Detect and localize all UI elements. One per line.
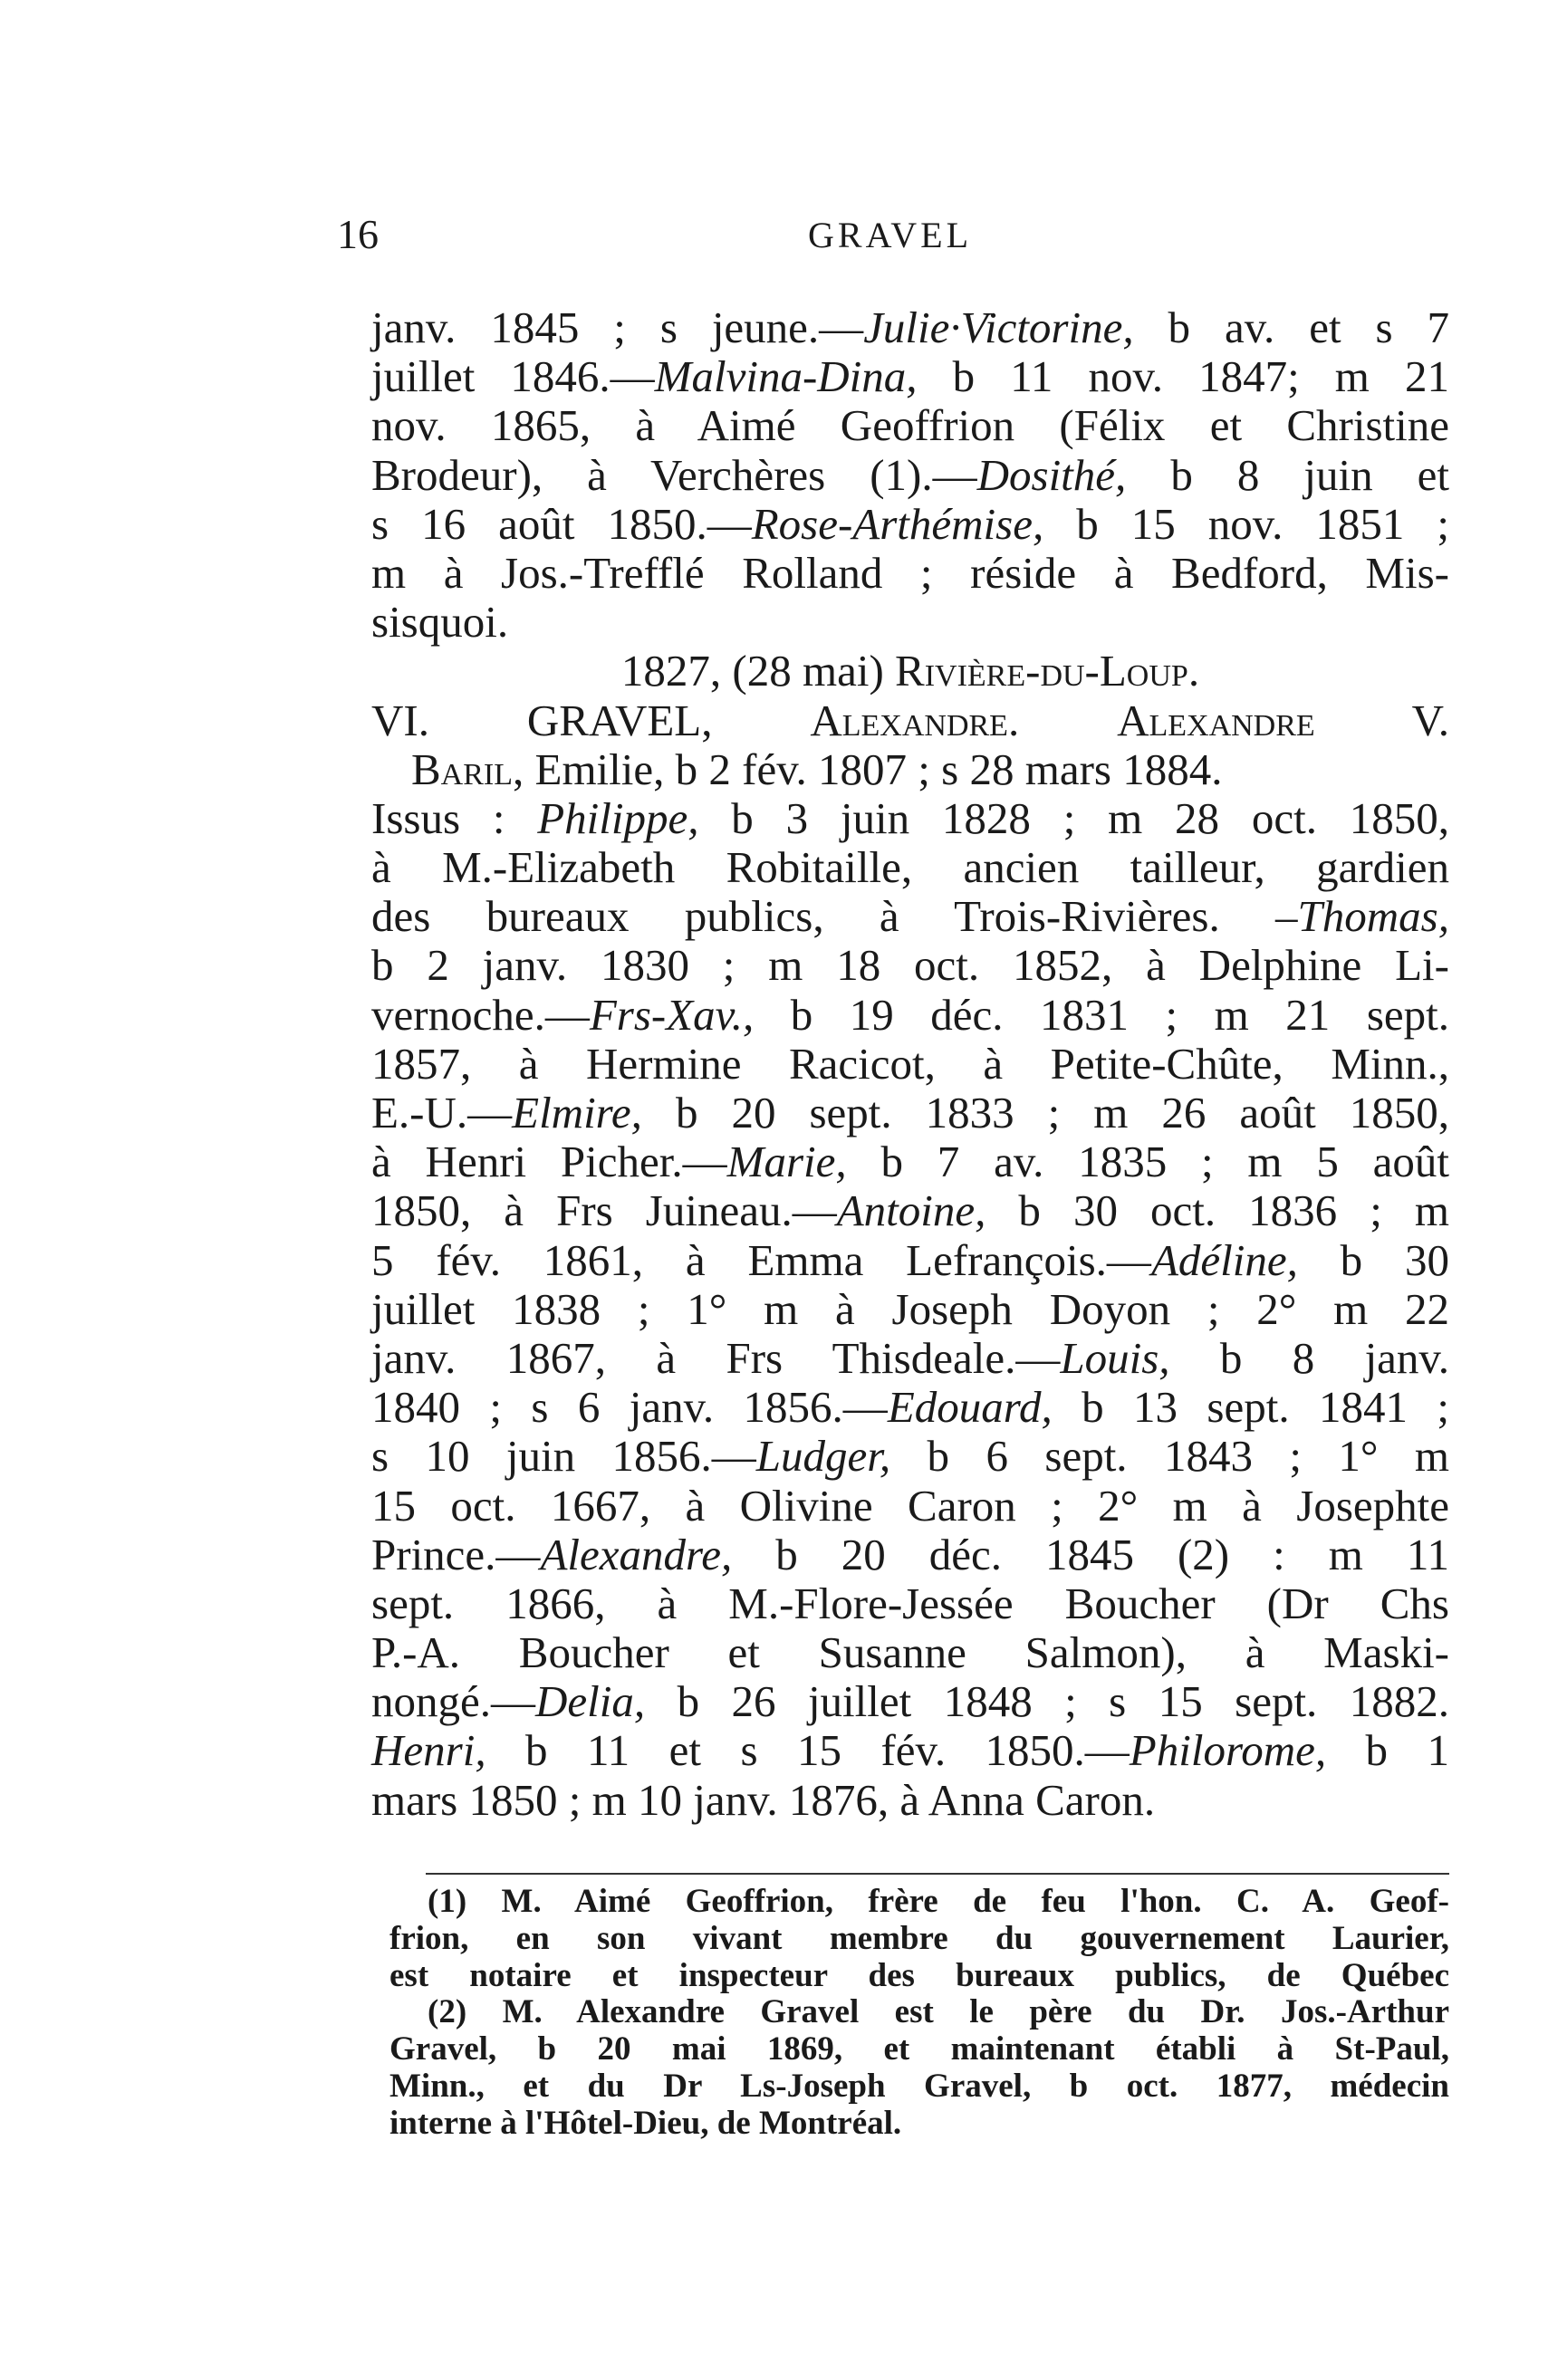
body-text [371,303,1449,1825]
text-line: juillet 1838 ; 1° m à Joseph Doyon ; 2° m 22 [371,1283,1449,1334]
text-line: des bureaux publics, à Trois-Rivières. –Thomas, [371,891,1449,942]
footnote-line: Gravel, b 20 mai 1869, et maintenant établi à St-Paul, [389,2030,1449,2068]
page-header [337,210,1442,264]
text-line: Brodeur), à Verchères (1).—Dosithé, b 8 juin et [371,449,1449,500]
text-line: nov. 1865, à Aimé Geoffrion (Félix et Christine [371,400,1449,451]
text-line: janv. 1845 ; s jeune.—Julie·Victorine, b av. et s 7 [371,302,1449,352]
footnote-line: (1) M. Aimé Geoffrion, frère de feu l'hon. C. A. Geof- [428,1883,1449,1920]
text-line: sisquoi. [371,597,509,648]
text-line: Issus : Philippe, b 3 juin 1828 ; m 28 oct. 1850, [371,792,1449,843]
footnote-line: frion, en son vivant membre du gouvernement Laurier, [389,1919,1449,1957]
text-line: janv. 1867, à Frs Thisdeale.—Louis, b 8 janv. [371,1332,1450,1383]
section-place-date: 1827, (28 mai) Rivière-du-Loup. [620,646,1200,696]
footnote-line: (2) M. Alexandre Gravel est le père du Dr. Jos.-Arthur [428,1993,1449,2031]
text-line: nongé.—Delia, b 26 juillet 1848 ; s 15 sept. 1882. [371,1676,1449,1727]
text-line: E.-U.—Elmire, b 20 sept. 1833 ; m 26 août 1850, [371,1088,1449,1137]
text-line: à Henri Picher.—Marie, b 7 av. 1835 ; m 5 août [371,1137,1449,1187]
text-line: m à Jos.-Trefflé Rolland ; réside à Bedford, Mis- [371,547,1449,598]
text-line: Henri, b 11 et s 15 fév. 1850.—Philorome, b 1 [371,1725,1450,1776]
text-line: 1840 ; s 6 janv. 1856.—Edouard, b 13 sept. 1841 ; [371,1382,1449,1433]
text-line: mars 1850 ; m 10 janv. 1876, à Anna Caron. [371,1774,1156,1825]
text-line: s 10 juin 1856.—Ludger, b 6 sept. 1843 ; 1° m [371,1431,1449,1482]
text-line: Baril, Emilie, b 2 fév. 1807 ; s 28 mars 1884. [411,744,1223,794]
page-number: 16 [337,211,379,257]
text-line: Prince.—Alexandre, b 20 déc. 1845 (2) : m 11 [371,1529,1449,1579]
text-line: à M.-Elizabeth Robitaille, ancien tailleur, gardien [371,842,1449,893]
footnote-line: interne à l'Hôtel-Dieu, de Montréal. [389,2104,902,2142]
text-line: P.-A. Boucher et Susanne Salmon), à Maski- [371,1627,1449,1678]
footnote-line: Minn., et du Dr Ls-Joseph Gravel, b oct. 1877, médecin [389,2067,1449,2105]
text-line: s 16 août 1850.—Rose-Arthémise, b 15 nov. 1851 ; [371,498,1449,549]
running-title: GRAVEL [808,215,973,255]
footnote-divider [426,1873,1449,1875]
text-line: 1850, à Frs Juineau.—Antoine, b 30 oct. 1836 ; m [371,1185,1449,1236]
text-line: 5 fév. 1861, à Emma Lefrançois.—Adéline, b 30 [371,1234,1449,1285]
text-line: 15 oct. 1667, à Olivine Caron ; 2° m à Josephte [371,1480,1449,1531]
footnote-line: est notaire et inspecteur des bureaux publics, de Québec [389,1956,1449,1994]
text-line: sept. 1866, à M.-Flore-Jessée Boucher (Dr Chs [371,1578,1449,1628]
text-line: vernoche.—Frs-Xav., b 19 déc. 1831 ; m 21 sept. [371,989,1449,1040]
text-line: b 2 janv. 1830 ; m 18 oct. 1852, à Delphine Li- [371,940,1449,991]
text-line: 1857, à Hermine Racicot, à Petite-Chûte, Minn., [371,1038,1449,1089]
entry-heading: VI. GRAVEL, Alexandre. Alexandre V. [371,695,1450,745]
footnotes [389,1884,1449,2143]
text-line: juillet 1846.—Malvina-Dina, b 11 nov. 1847; m 21 [371,351,1449,402]
